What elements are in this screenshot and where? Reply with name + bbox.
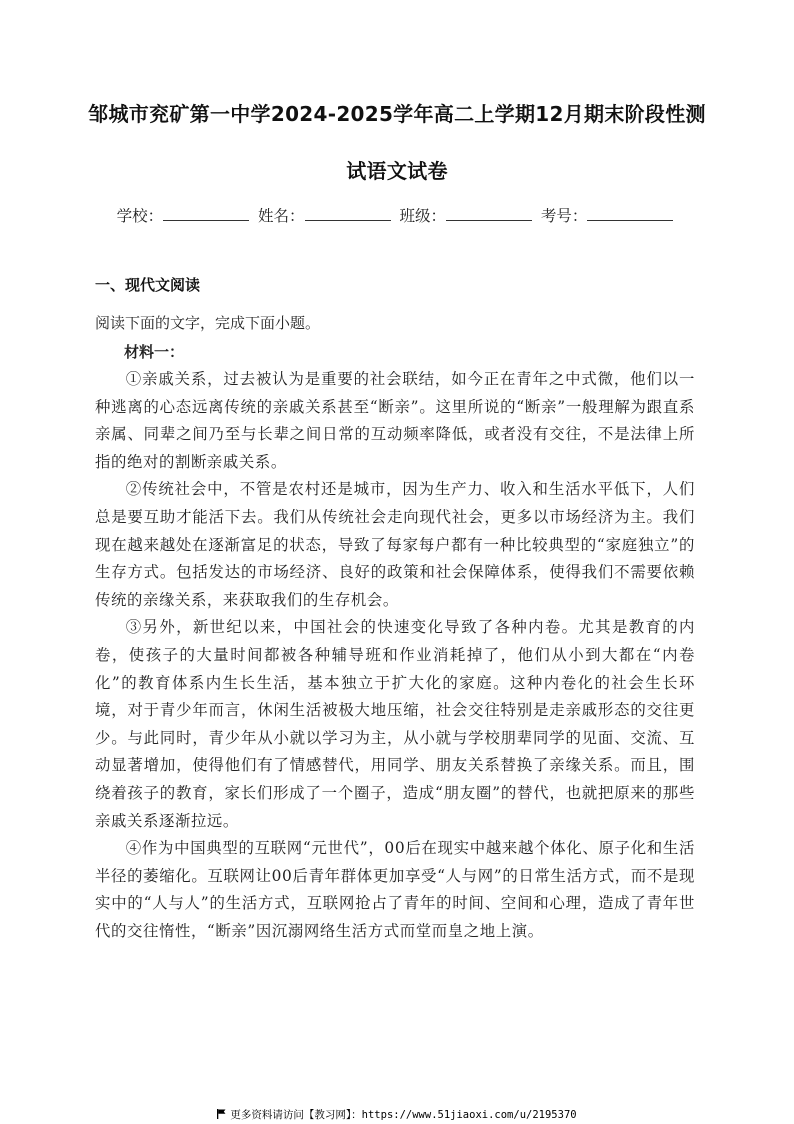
class-field	[399, 204, 536, 226]
exam-title-line-1: 邹城市兖矿第一中学2024-2025学年高二上学期12月期末阶段性测	[88, 102, 706, 126]
exam-number-label: 考号：	[540, 207, 588, 225]
name-field	[258, 204, 395, 226]
passage-body	[95, 366, 695, 945]
passage-paragraph-2: ②传统社会中，不管是农村还是城市，因为生产力、收入和生活水平低下，人们总是要互助才能活下去。我们从传统社会走向现代社会，更多以市场经济为主。我们现在越来越处在逐渐富足的状态，导致了每家每户都有一种比较典型的“家庭独立”的生存方式。包括发达的市场经济、良好的政策和社会保障体系，使得我们不需要依赖传统的亲缘关系，来获取我们的生存机会。	[95, 480, 695, 609]
class-blank[interactable]	[446, 206, 532, 221]
passage-paragraph-3: ③另外，新世纪以来，中国社会的快速变化导致了各种内卷。尤其是教育的内卷，使孩子的大量时间都被各种辅导班和作业消耗掉了，他们从小到大都在“内卷化”的教育体系内生长生活，基本独立于扩大化的家庭。这种内卷化的社会生长环境，对于青少年而言，休闲生活被极大地压缩，社会交往特别是走亲戚形态的交往更少。与此同时，青少年从小就以学习为主，从小就与学校朋辈同学的见面、交流、互动显著增加，使得他们有了情感替代，用同学、朋友关系替换了亲缘关系。而且，围绕着孩子的教育，家长们形成了一个圈子，造成“朋友圈”的替代，也就把原来的那些亲戚关系逐渐拉远。	[95, 618, 695, 830]
school-label: 学校：	[116, 207, 164, 225]
reading-instruction: 阅读下面的文字，完成下面小题。	[95, 314, 321, 332]
footer-text: 更多资料请访问【教习网】：https://www.51jiaoxi.com/u/2195370	[230, 1109, 577, 1121]
student-info-row	[0, 204, 794, 226]
class-label: 班级：	[399, 207, 446, 225]
name-label: 姓名：	[258, 207, 305, 225]
exam-number-field	[541, 204, 678, 226]
section-heading: 一、现代文阅读	[95, 276, 201, 294]
passage-paragraph-1: ①亲戚关系，过去被认为是重要的社会联结，如今正在青年之中式微，他们以一种逃离的心态远离传统的亲戚关系甚至“断亲”。这里所说的“断亲”一般理解为跟直系亲属、同辈之间乃至与长辈之间日常的互动频率降低，或者没有交往，不是法律上所指的绝对的割断亲戚关系。	[95, 370, 695, 471]
exam-number-blank[interactable]	[587, 206, 673, 221]
school-field	[117, 204, 254, 226]
footer-link[interactable]	[0, 1107, 794, 1122]
flag-icon	[217, 1109, 226, 1119]
passage-paragraph-4: ④作为中国典型的互联网“元世代”，00后在现实中越来越个体化、原子化和生活半径的萎缩化。互联网让00后青年群体更加享受“人与网”的日常生活方式，而不是现实中的“人与人”的生活方式，互联网抢占了青年的时间、空间和心理，造成了青年世代的交往惰性，“断亲”因沉溺网络生活方式而堂而皇之地上演。	[95, 839, 695, 940]
name-blank[interactable]	[305, 206, 391, 221]
exam-title-line-2: 试语文试卷	[346, 159, 448, 183]
school-blank[interactable]	[163, 206, 249, 221]
material-label: 材料一：	[124, 343, 185, 361]
